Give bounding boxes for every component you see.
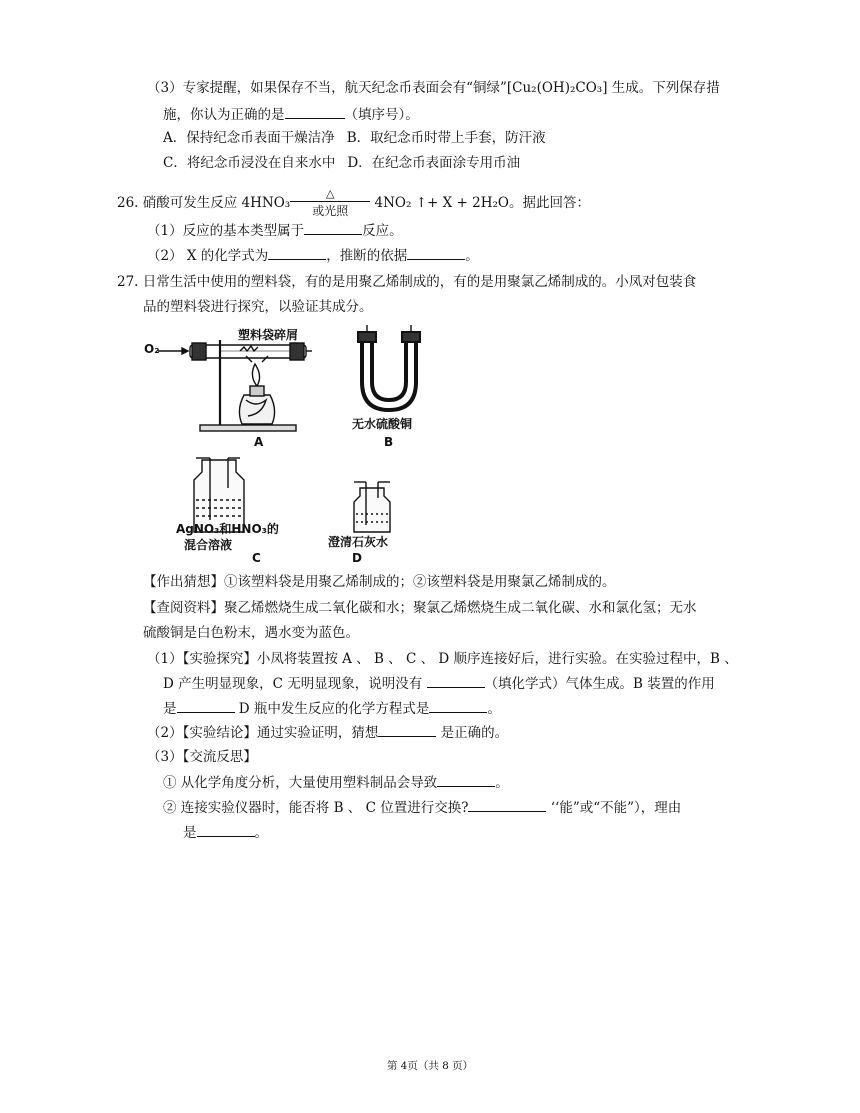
label-b: B	[384, 435, 394, 449]
q25-3-line2-tail: （填序号）。	[344, 107, 419, 123]
q27-s2-text: （2）【实验结论】通过实验证明，猜想	[147, 725, 379, 741]
q26-part2	[147, 245, 479, 266]
page-footer: 第 4页（共 8 页）	[386, 1060, 474, 1072]
option-b: B．取纪念币时带上手套，防汗液	[346, 130, 546, 146]
q26-part1-text: （1）反应的基本类型属于	[147, 223, 305, 239]
answer-blank[interactable]	[378, 722, 436, 737]
answer-blank[interactable]	[427, 673, 485, 688]
q26-stem-left: 26. 硝酸可发生反应 4HNO₃	[117, 195, 291, 211]
q27-s3: （3）【交流反思】	[147, 749, 257, 765]
q26-part2-mid: ，推断的依据	[326, 248, 408, 264]
answer-blank[interactable]	[197, 822, 255, 837]
option-a: A．保持纪念币表面干燥洁净	[163, 130, 335, 146]
answer-blank[interactable]	[468, 797, 546, 812]
apparatus-figure	[140, 320, 440, 570]
q27-r3	[183, 822, 268, 843]
q27-r2-text: ② 连接实验仪器时，能否将 B 、 C 位置进行交换?	[163, 800, 469, 816]
agno3-label-2: 混合溶液	[184, 538, 233, 552]
q25-3-line2	[163, 104, 419, 125]
answer-blank[interactable]	[429, 698, 487, 713]
label-a: A	[254, 435, 264, 449]
answer-blank[interactable]	[285, 104, 345, 119]
q27-s2-tail: 是正确的。	[436, 725, 509, 741]
q26-stem	[117, 187, 590, 218]
light-condition: 或光照	[312, 204, 349, 218]
q27-r3-text: 是	[183, 825, 197, 841]
label-d: D	[352, 551, 362, 565]
q27-s2	[147, 722, 508, 743]
oxygen-label: O₂	[144, 342, 160, 356]
q26-part2-tail: 。	[465, 248, 479, 264]
answer-blank[interactable]	[177, 698, 235, 713]
q27-r2-tail: ‘‘能”或“不能”），理由	[546, 800, 682, 816]
q27-s1-line3-text: 是	[163, 701, 177, 717]
answer-blank[interactable]	[437, 772, 495, 787]
q27-s1-line3	[163, 698, 501, 719]
q27-r1-tail: 。	[495, 775, 509, 791]
q26-part1-tail: 反应。	[362, 223, 403, 239]
q26-stem-right: 4NO₂ ↑+ X + 2H₂O。据此回答：	[374, 195, 590, 211]
option-d: D．在纪念币表面涂专用币油	[347, 155, 521, 171]
q27-stem-line1: 27. 日常生活中使用的塑料袋，有的是用聚乙烯制成的，有的是用聚氯乙烯制成的。小凤对包装食	[117, 274, 697, 290]
q27-s1-line3-mid: D 瓶中发生反应的化学方程式是	[234, 701, 430, 717]
q27-r1	[163, 772, 509, 793]
q27-info-line1: 【查阅资料】聚乙烯燃烧生成二氧化碳和水；聚氯乙烯燃烧生成二氧化碳、水和氯化氢；无水	[143, 600, 697, 616]
q27-r2	[163, 797, 681, 818]
apparatus-b	[358, 325, 420, 410]
q25-3-options-row2	[163, 153, 520, 173]
label-c: C	[252, 551, 261, 565]
cuso4-label: 无水硫酸铜	[352, 417, 413, 431]
plastic-scrap-label: 塑料袋碎屑	[238, 328, 299, 342]
q25-3-options-row1	[163, 128, 546, 148]
option-c: C．将纪念币浸没在自来水中	[163, 155, 336, 171]
agno3-label-1: AgNO₃和HNO₃的	[176, 522, 279, 536]
heat-symbol: △	[325, 187, 335, 200]
limewater-label: 澄清石灰水	[328, 535, 389, 549]
q25-3-line1: （3）专家提醒，如果保存不当，航天纪念币表面会有“铜绿”[Cu₂(OH)₂CO₃] 生成。下列保存措	[147, 80, 720, 96]
q26-part2-text: （2） X 的化学式为	[147, 248, 269, 264]
q27-r3-tail: 。	[254, 825, 268, 841]
answer-blank[interactable]	[268, 245, 326, 260]
q27-s1-line3-tail: 。	[487, 701, 501, 717]
q27-stem-line2: 品的塑料袋进行探究，以验证其成分。	[143, 299, 373, 315]
q25-3-line2-text: 施，你认为正确的是	[163, 107, 285, 123]
apparatus-d	[354, 482, 390, 532]
answer-blank[interactable]	[304, 220, 362, 235]
q27-r1-text: ① 从化学角度分析，大量使用塑料制品会导致	[163, 775, 438, 791]
q27-s1-line2-text: D 产生明显现象，C 无明显现象，说明没有	[163, 676, 427, 692]
answer-blank[interactable]	[407, 245, 465, 260]
q27-guess: 【作出猜想】①该塑料袋是用聚乙烯制成的；②该塑料袋是用聚氯乙烯制成的。	[143, 574, 616, 590]
q27-s1-line2-tail: （填化学式）气体生成。B 装置的作用	[484, 676, 715, 692]
q27-info-line2: 硫酸铜是白色粉末，遇水变为蓝色。	[143, 625, 359, 641]
q27-s1-line1: （1）【实验探究】小凤将装置按 A 、 B 、 C 、 D 顺序连接好后，进行实验。在实验过程中，B 、	[147, 651, 738, 667]
q26-part1	[147, 220, 403, 241]
q27-s1-line2	[163, 673, 715, 694]
apparatus-a	[158, 340, 312, 431]
reaction-condition	[290, 187, 370, 218]
